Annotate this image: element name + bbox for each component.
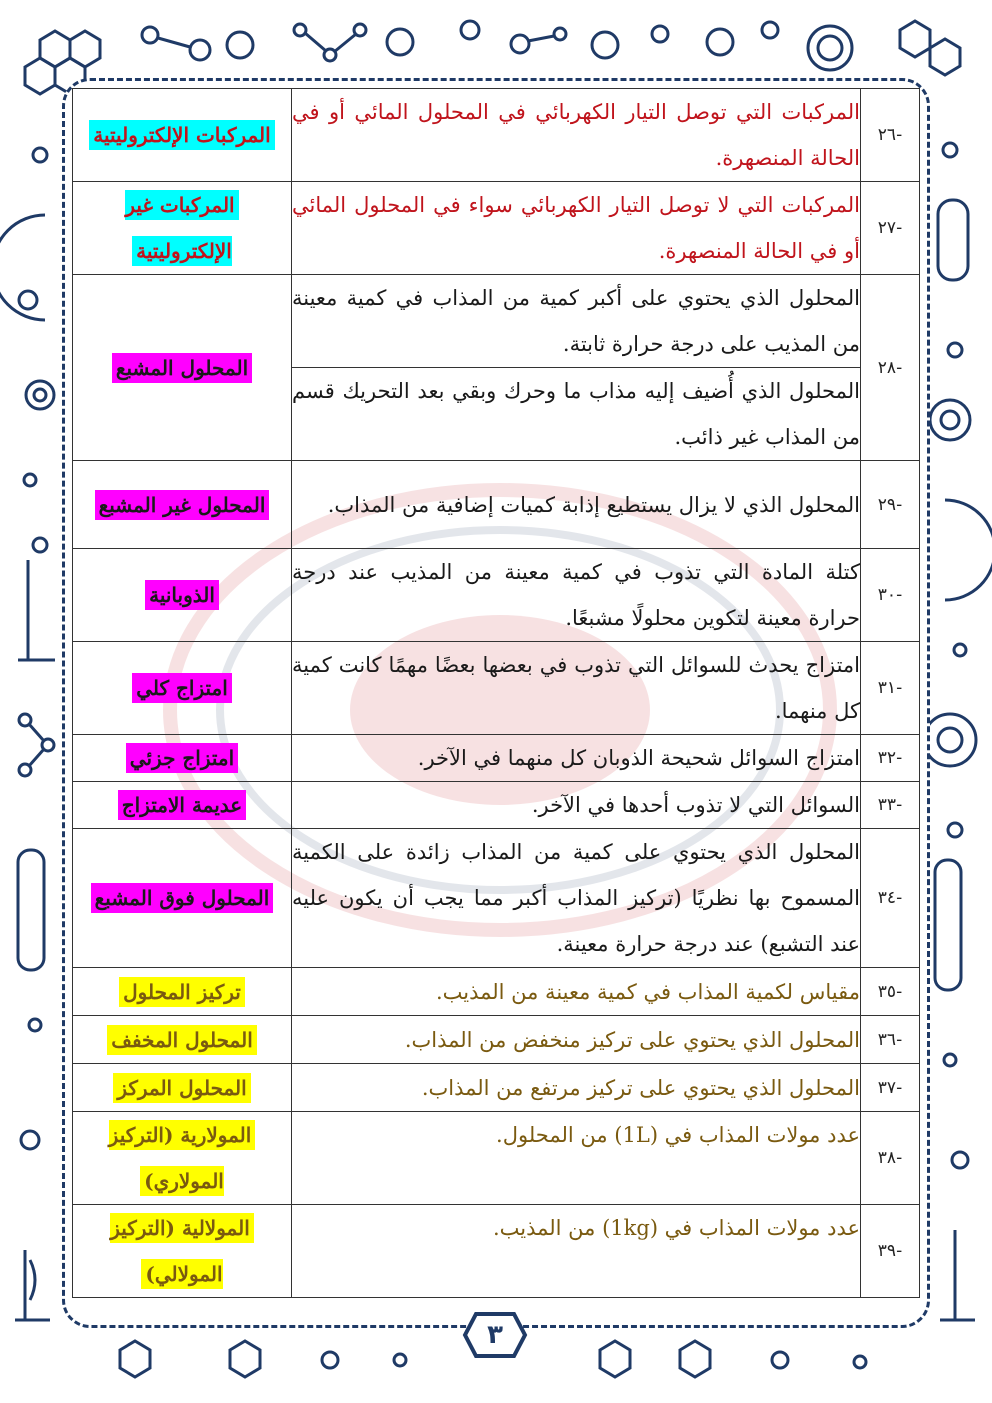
term-cell [73,642,292,735]
term-cell [73,1064,292,1112]
definition-text: امتزاج يحدث للسوائل التي تذوب في بعضها بعضًا مهمًا كانت كمية كل منهما. [292,642,861,735]
table-row [73,1016,920,1064]
term-label: المحلول المشبع [112,353,252,383]
term-label: المركبات غير الإلكتروليتية [125,190,238,266]
definition-text: كتلة المادة التي تذوب في كمية معينة من المذيب عند درجة حرارة معينة لتكوين محلولًا مشبعًا. [292,549,861,642]
row-number: -٣٢ [861,735,920,782]
glossary-table [72,88,920,1298]
term-cell [73,461,292,549]
term-label: المحلول غير المشبع [95,490,270,520]
table-row [73,461,920,549]
table-row [73,1064,920,1112]
definition-text: امتزاج السوائل شحيحة الذوبان كل منهما في الآخر. [292,735,861,782]
table-row [73,89,920,182]
term-cell [73,782,292,829]
term-cell [73,1016,292,1064]
table-row [73,829,920,968]
definition-text: المحلول الذي يحتوي على تركيز مرتفع من المذاب. [292,1064,861,1112]
row-number: -٢٩ [861,461,920,549]
row-number: -٣٦ [861,1016,920,1064]
term-label: المحلول فوق المشبع [91,883,274,913]
term-cell [73,735,292,782]
term-cell [73,1205,292,1298]
page-number: ٣ [487,1320,503,1350]
definition-text: عدد مولات المذاب في (1L) من المحلول. [292,1112,861,1205]
definition-text: عدد مولات المذاب في (1kg) من المذيب. [292,1205,861,1298]
definition-text: المحلول الذي لا يزال يستطيع إذابة كميات إضافية من المذاب. [292,461,861,549]
term-cell [73,829,292,968]
term-cell [73,182,292,275]
row-number: -٣٥ [861,968,920,1016]
term-cell [73,275,292,461]
definition-text-alt: المحلول الذي أُضيف إليه مذاب ما وحرك وبقي بعد التحريك قسم من المذاب غير ذائب. [292,368,861,461]
table-row [73,1112,920,1205]
term-label: امتزاج جزئي [126,743,238,773]
term-label: المولالية (التركيز المولالي) [110,1213,254,1289]
definition-text: المحلول الذي يحتوي على كمية من المذاب زائدة على الكمية المسموح بها نظريًا (تركيز المذاب أكبر مما يجب أن يكون عليه عند التشبع) عند درجة حرارة معينة. [292,829,861,968]
term-label: تركيز المحلول [119,977,245,1007]
table-row [73,1205,920,1298]
row-number: -٣٧ [861,1064,920,1112]
term-label: المحلول المخفف [107,1025,257,1055]
definition-text: المحلول الذي يحتوي على تركيز منخفض من المذاب. [292,1016,861,1064]
definition-text: مقياس لكمية المذاب في كمية معينة من المذيب. [292,968,861,1016]
term-cell [73,89,292,182]
table-row [73,549,920,642]
row-number: -٣٨ [861,1112,920,1205]
row-number: -٣٩ [861,1205,920,1298]
row-number: -٣٣ [861,782,920,829]
table-row [73,782,920,829]
definition-text: المركبات التي توصل التيار الكهربائي في المحلول المائي أو في الحالة المنصهرة. [292,89,861,182]
term-label: المولارية (التركيز المولاري) [109,1120,256,1196]
term-label: المركبات الإلكتروليتية [89,120,274,150]
term-cell [73,1112,292,1205]
table-row [73,735,920,782]
term-label: امتزاج كلي [132,673,232,703]
row-number: -٣٤ [861,829,920,968]
term-cell [73,968,292,1016]
definition-text: المحلول الذي يحتوي على أكبر كمية من المذاب في كمية معينة من المذيب على درجة حرارة ثابتة. [292,275,861,368]
definition-text: السوائل التي لا تذوب أحدها في الآخر. [292,782,861,829]
table-row [73,182,920,275]
table-row [73,642,920,735]
row-number: -٢٦ [861,89,920,182]
term-label: الذوبانية [145,580,219,610]
row-number: -٣١ [861,642,920,735]
table-row [73,275,920,368]
term-cell [73,549,292,642]
term-label: عديمة الامتزاج [118,790,246,820]
table-row [73,968,920,1016]
row-number: -٣٠ [861,549,920,642]
row-number: -٢٧ [861,182,920,275]
term-label: المحلول المركز [113,1073,250,1103]
definition-text: المركبات التي لا توصل التيار الكهربائي سواء في المحلول المائي أو في الحالة المنصهرة. [292,182,861,275]
row-number: -٢٨ [861,275,920,461]
